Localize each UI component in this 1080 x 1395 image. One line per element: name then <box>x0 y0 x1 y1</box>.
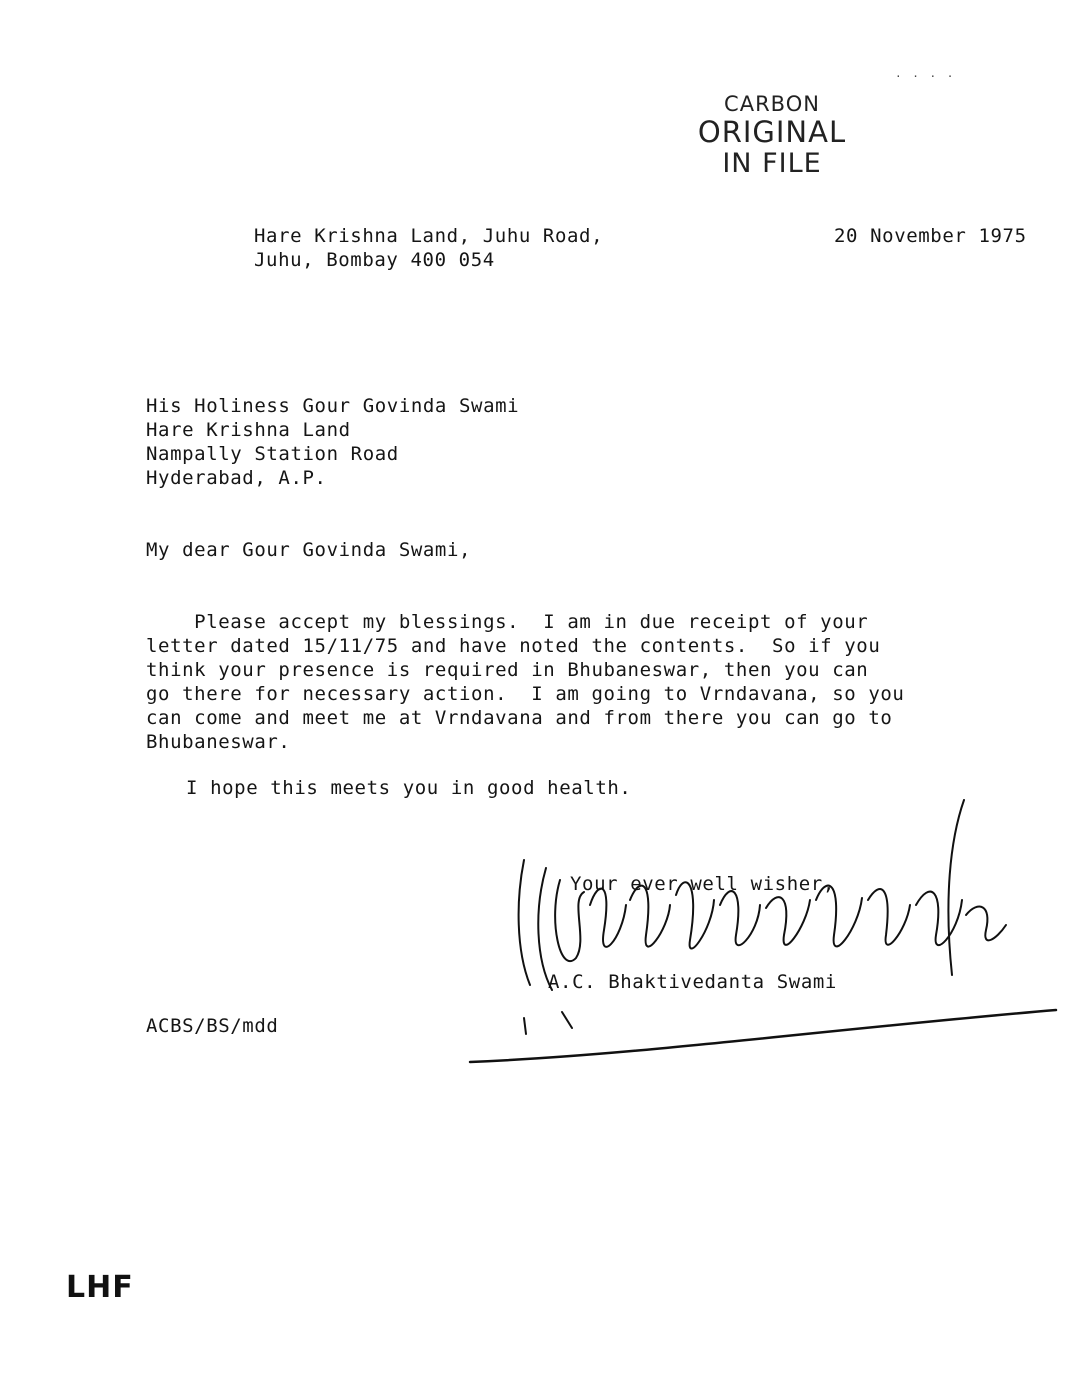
salutation: My dear Gour Govinda Swami, <box>146 539 472 561</box>
letter-body <box>146 610 904 754</box>
sender-address-line: Hare Krishna Land, Juhu Road, <box>254 225 604 247</box>
carbon-original-stamp <box>692 92 852 180</box>
file-mark: LHF <box>66 1270 134 1305</box>
body-line: think your presence is required in Bhubaneswar, then you can <box>146 659 869 681</box>
body-line: Bhubaneswar. <box>146 731 291 753</box>
body-line: Please accept my blessings. I am in due receipt of your <box>146 611 869 633</box>
body-line: go there for necessary action. I am going to Vrndavana, so you <box>146 683 905 705</box>
letter-date: 20 November 1975 <box>834 225 1027 247</box>
paper-specks: · · · · <box>895 70 956 83</box>
stamp-line-original: ORIGINAL <box>697 115 847 149</box>
body-line: letter dated 15/11/75 and have noted the contents. So if you <box>146 635 881 657</box>
stamp-line-carbon: CARBON <box>724 92 820 116</box>
recipient-address <box>146 394 519 490</box>
recipient-line: Hare Krishna Land <box>146 419 351 441</box>
signer-name: A.C. Bhaktivedanta Swami <box>548 971 837 993</box>
recipient-line: Nampally Station Road <box>146 443 399 465</box>
reference-initials: ACBS/BS/mdd <box>146 1015 279 1037</box>
complimentary-close: Your ever well wisher, <box>570 873 835 895</box>
body-line: can come and meet me at Vrndavana and from there you can go to <box>146 707 893 729</box>
recipient-line: Hyderabad, A.P. <box>146 467 327 489</box>
sender-address <box>254 224 603 272</box>
sender-address-line: Juhu, Bombay 400 054 <box>254 249 495 271</box>
recipient-line: His Holiness Gour Govinda Swami <box>146 395 520 417</box>
closing-sentence: I hope this meets you in good health. <box>186 777 632 799</box>
stamp-line-in-file: IN FILE <box>722 148 822 179</box>
